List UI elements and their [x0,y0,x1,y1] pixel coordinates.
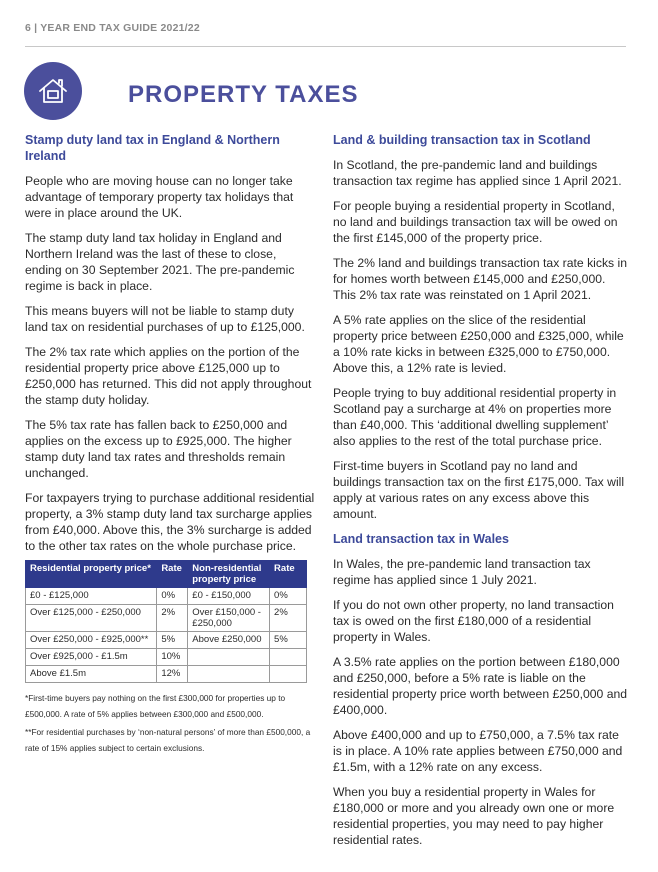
stamp-duty-rates-table [25,560,307,683]
table-cell: Over £250,000 - £925,000** [26,632,157,649]
table-cell: Over £925,000 - £1.5m [26,649,157,666]
column-header: Rate [157,561,188,588]
table-cell [188,666,270,683]
paragraph: In Scotland, the pre-pandemic land and buildings transaction tax regime has applied since 1 April 2021. [333,158,622,188]
table-cell [270,649,307,666]
table-cell: £0 - £150,000 [188,588,270,605]
table-cell: Above £1.5m [26,666,157,683]
paragraph: When you buy a residential property in Wales for £180,000 or more and you already own one or more residential properties, you may need to pay higher residential rates. [333,785,615,847]
table-cell: 0% [157,588,188,605]
table-cell: 12% [157,666,188,683]
paragraph: The stamp duty land tax holiday in England and Northern Ireland was the last of these to close, ending on 30 September 2021. The pre-pandemic regime is back in place. [25,231,295,293]
table-cell: £0 - £125,000 [26,588,157,605]
paragraph: For people buying a residential property in Scotland, no land and buildings transaction tax will be owed on the first £145,000 of the property price. [333,199,618,245]
table-row [26,666,307,683]
paragraph: People trying to buy additional residential property in Scotland pay a surcharge at 4% on properties more than £40,000. This ‘additional dwelling supplement’ also applies to the rest of the total purchase price. [333,386,617,448]
house-icon [36,74,70,108]
table-cell: 0% [270,588,307,605]
column-header: Residential property price* [26,561,157,588]
table-cell: 5% [157,632,188,649]
section-heading-england: Stamp duty land tax in England & Northern Ireland [25,133,280,163]
page-title: PROPERTY TAXES [128,81,359,108]
table-cell: 2% [157,605,188,632]
table-cell: Above £250,000 [188,632,270,649]
section-heading-wales: Land transaction tax in Wales [333,532,509,546]
paragraph: For taxpayers trying to purchase additional residential property, a 3% stamp duty land tax surcharge applies from £40,000. Above this, the 3% surcharge is added to the other tax rates on the whole purchase price. [25,491,315,553]
table-row [26,649,307,666]
paragraph: This means buyers will not be liable to stamp duty land tax on residential purchases of up to £125,000. [25,304,305,334]
paragraph: The 5% tax rate has fallen back to £250,000 and applies on the excess up to £925,000. The higher stamp duty land tax rates and thresholds remain unchanged. [25,418,292,480]
table-cell: 5% [270,632,307,649]
column-header: Non-residential property price [188,561,270,588]
column-header: Rate [270,561,307,588]
paragraph: The 2% tax rate which applies on the portion of the residential property price above £125,000 up to £250,000 has returned. This did not apply throughout the stamp duty holiday. [25,345,312,407]
table-cell: 10% [157,649,188,666]
paragraph: People who are moving house can no longer take advantage of temporary property tax holidays that were in place around the UK. [25,174,294,220]
running-header: 6 | YEAR END TAX GUIDE 2021/22 [25,22,200,34]
paragraph: If you do not own other property, no land transaction tax is owed on the first £180,000 of a residential property in Wales. [333,598,614,644]
paragraph: A 3.5% rate applies on the portion between £180,000 and £250,000, before a 5% rate is liable on the residential property price worth between £250,000 and £400,000. [333,655,628,717]
left-column [25,132,315,756]
paragraph: A 5% rate applies on the slice of the residential property price between £250,000 and £325,000, while a 10% rate kicks in between £325,000 to £750,000. Above this, a 12% rate is levied. [333,313,624,375]
paragraph: In Wales, the pre-pandemic land transaction tax regime has applied since 1 July 2021. [333,557,591,587]
table-cell [188,649,270,666]
table-row [26,605,307,632]
footnote: *First-time buyers pay nothing on the first £300,000 for properties up to £500,000. A rate of 5% applies between £300,000 and £500,000. [25,693,286,719]
section-heading-scotland: Land & building transaction tax in Scotland [333,133,591,147]
table-row [26,632,307,649]
table-cell: 2% [270,605,307,632]
table-header-row [26,561,307,588]
table-cell [270,666,307,683]
house-icon-badge [24,62,82,120]
paragraph: Above £400,000 and up to £750,000, a 7.5% tax rate is in place. A 10% rate applies between £750,000 and £1.5m, with a 12% rate on any excess. [333,728,623,774]
footnote: **For residential purchases by ‘non-natural persons’ of more than £500,000, a rate of 15% applies subject to certain exclusions. [25,727,311,753]
table-cell: Over £150,000 - £250,000 [188,605,270,632]
paragraph: The 2% land and buildings transaction tax rate kicks in for homes worth between £145,000 and £250,000. This 2% tax rate was reinstated on 1 April 2021. [333,256,628,302]
header-divider [25,46,626,47]
paragraph: First-time buyers in Scotland pay no land and buildings transaction tax on the first £175,000. Tax will apply at various rates on any excess above this amount. [333,459,625,521]
right-column [333,132,629,857]
table-cell: Over £125,000 - £250,000 [26,605,157,632]
table-row [26,588,307,605]
